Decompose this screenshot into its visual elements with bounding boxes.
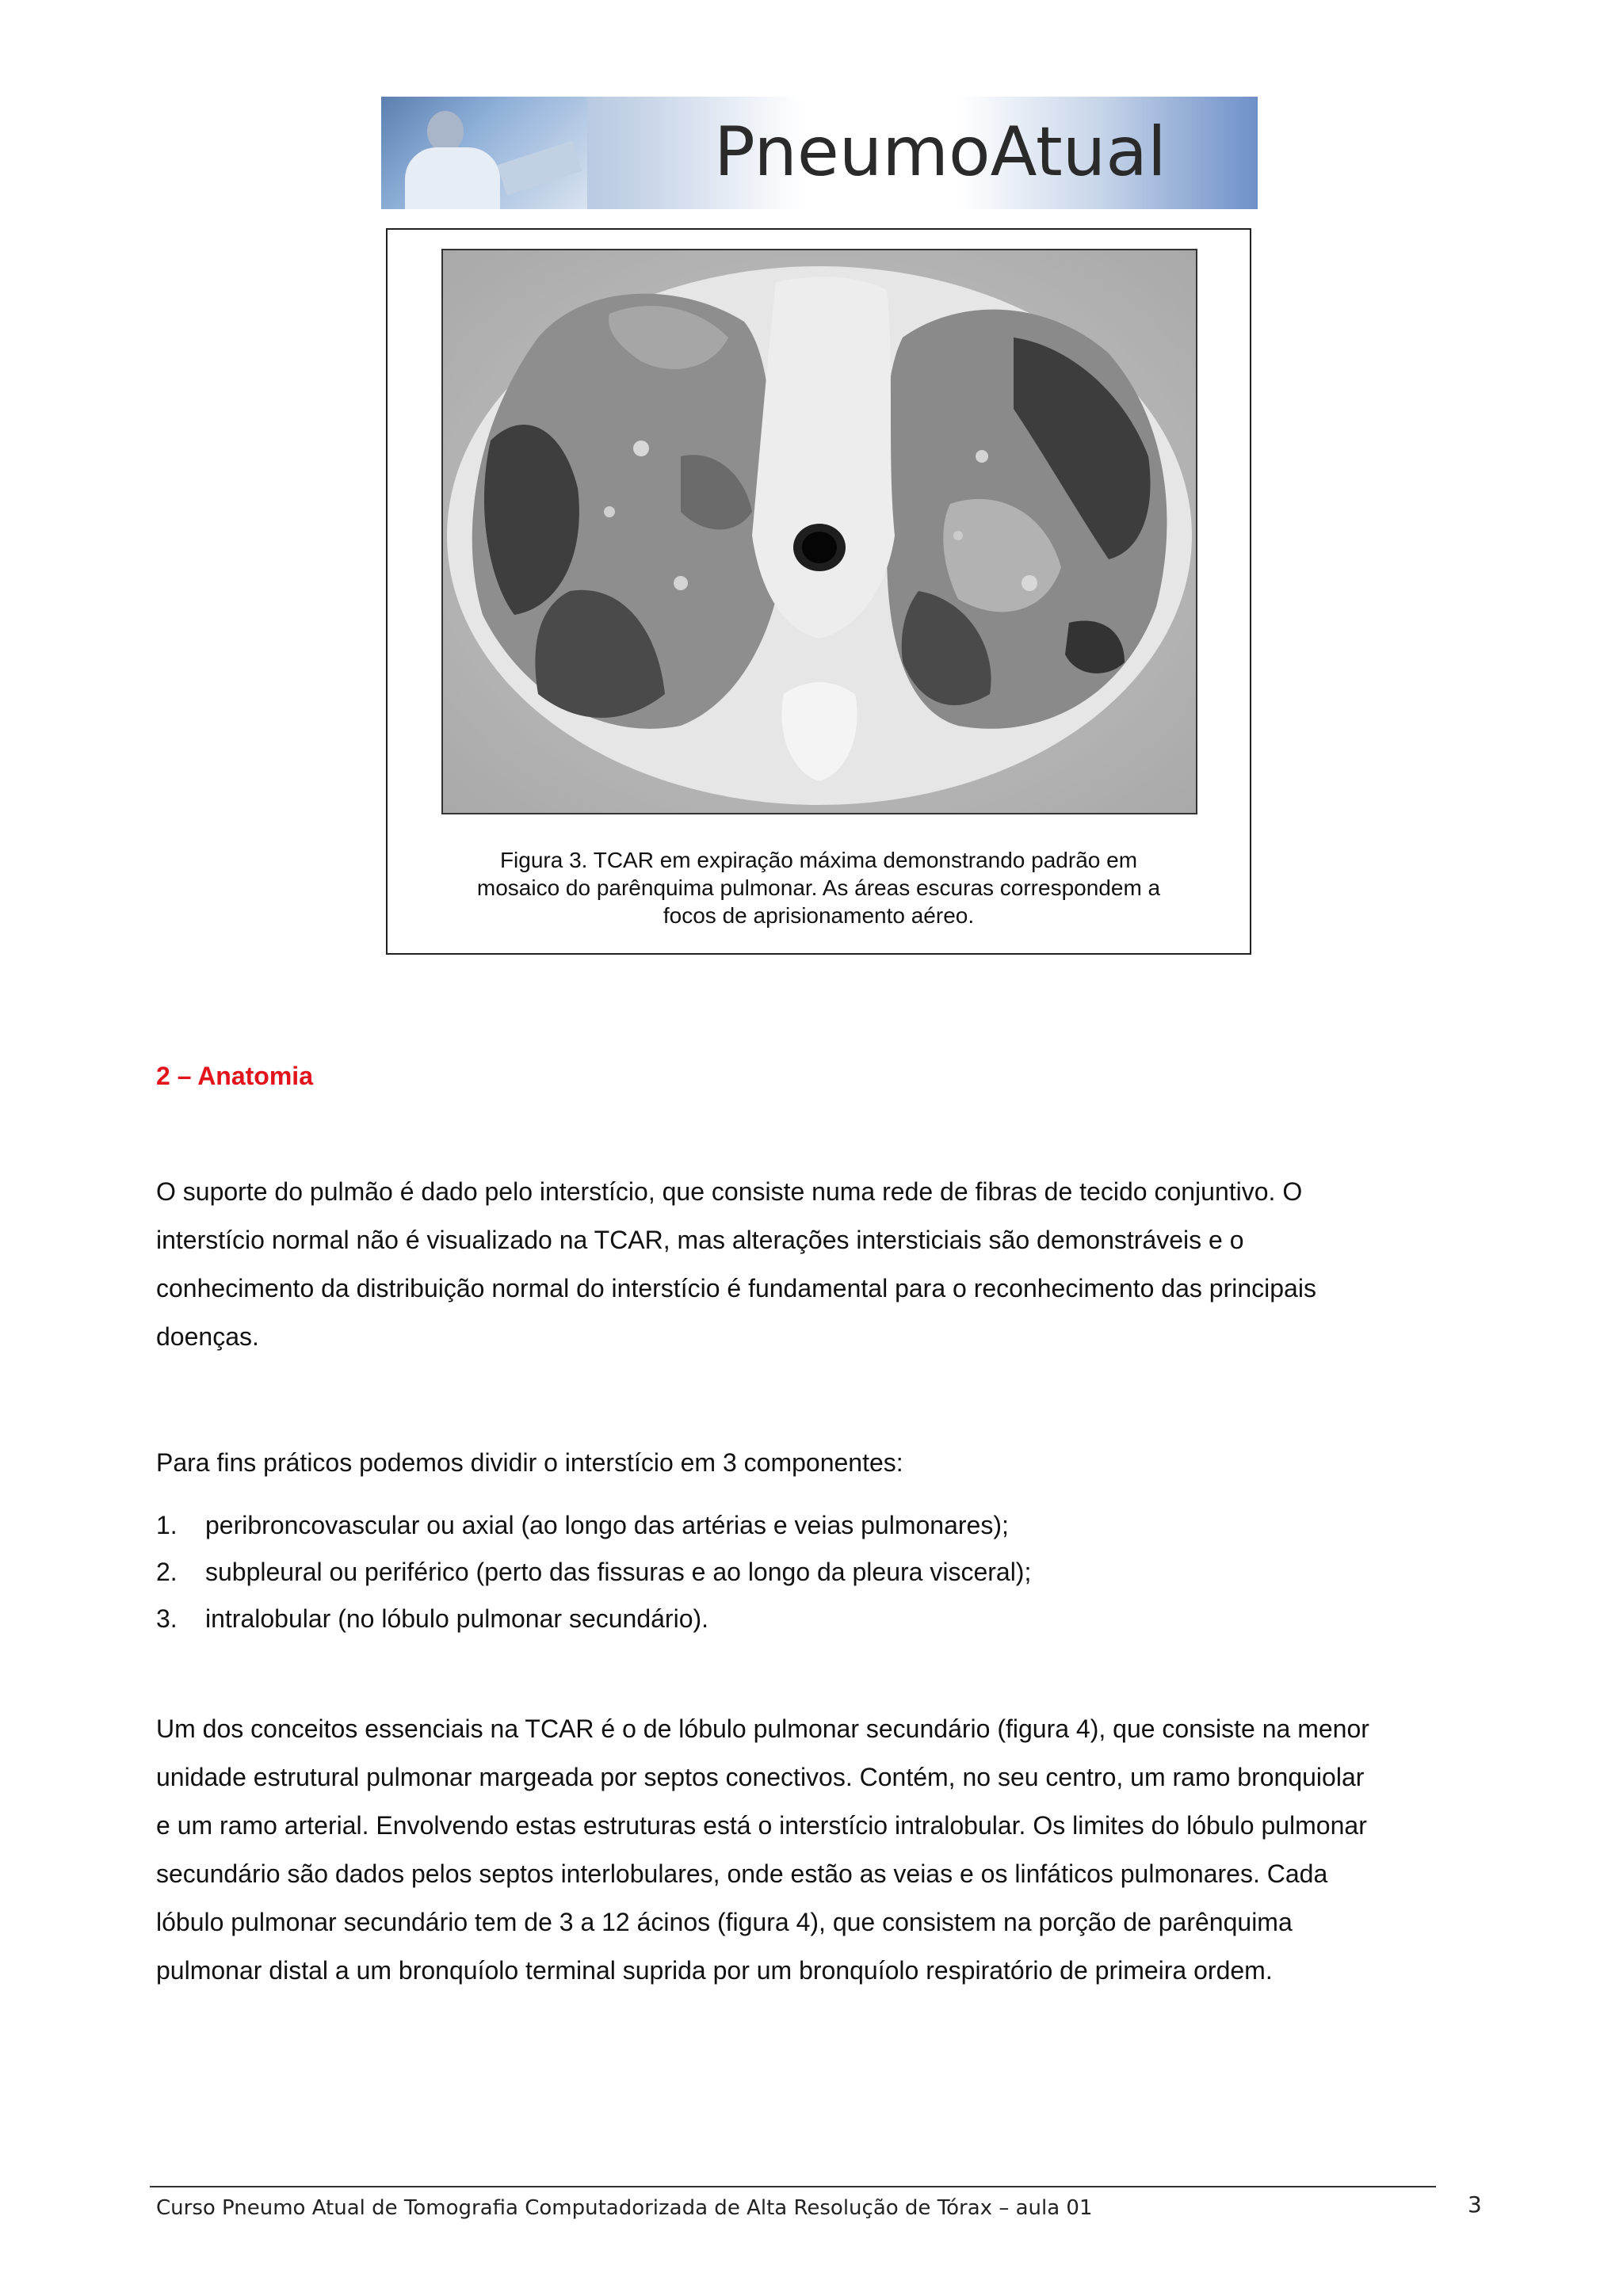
interstitium-components-list	[156, 1502, 1031, 1642]
paragraph-line: pulmonar distal a um bronquíolo terminal suprida por um bronquíolo respiratório de primeira ordem.	[156, 1956, 1273, 1985]
caption-line: focos de aprisionamento aéreo.	[663, 903, 975, 928]
list-item-text: subpleural ou periférico (perto das fissuras e ao longo da pleura visceral);	[205, 1558, 1032, 1586]
paragraph-secondary-lobule	[156, 1705, 1503, 1995]
ct-scan-image	[441, 249, 1197, 814]
footer-text: Curso Pneumo Atual de Tomografia Computadorizada de Alta Resolução de Tórax – aula 01	[156, 2196, 1093, 2220]
pneumoatual-banner	[381, 97, 1258, 209]
paragraph-line: conhecimento da distribuição normal do interstício é fundamental para o reconhecimento das principais	[156, 1274, 1316, 1302]
list-item	[156, 1549, 1031, 1596]
paragraph-line: secundário são dados pelos septos interlobulares, onde estão as veias e os linfáticos pulmonares. Cada	[156, 1859, 1328, 1888]
list-item-number: 2.	[156, 1558, 178, 1586]
list-item-text: peribroncovascular ou axial (ao longo das artérias e veias pulmonares);	[205, 1511, 1009, 1539]
caption-line: Figura 3. TCAR em expiração máxima demonstrando padrão em	[499, 848, 1138, 872]
person-body-graphic	[405, 147, 500, 209]
person-head-graphic	[427, 111, 464, 152]
page-number: 3	[1468, 2191, 1482, 2218]
paragraph-components-intro	[156, 1439, 1503, 1487]
paragraph-line: e um ramo arterial. Envolvendo estas estruturas está o interstício intralobular. Os limites do lóbulo pulmonar	[156, 1811, 1367, 1840]
list-item-number: 3.	[156, 1604, 178, 1633]
paragraph-line: Para fins práticos podemos dividir o interstício em 3 componentes:	[156, 1448, 903, 1477]
figure-3	[386, 228, 1251, 955]
paragraph-line: unidade estrutural pulmonar margeada por septos conectivos. Contém, no seu centro, um ramo bronquiolar	[156, 1763, 1365, 1791]
section-heading: 2 – Anatomia	[156, 1062, 313, 1090]
ct-scan-graphic	[443, 250, 1196, 813]
paragraph-line: interstício normal não é visualizado na TCAR, mas alterações intersticiais são demonstráveis e o	[156, 1226, 1244, 1254]
caption-line: mosaico do parênquima pulmonar. As áreas escuras correspondem a	[476, 875, 1161, 900]
list-item-number: 1.	[156, 1511, 178, 1539]
logo-text: PneumoAtual	[714, 113, 1167, 192]
paragraph-line: doenças.	[156, 1322, 259, 1351]
figure-caption	[419, 846, 1218, 929]
person-arm-graphic	[497, 141, 582, 196]
paragraph-line: lóbulo pulmonar secundário tem de 3 a 12 ácinos (figura 4), que consistem na porção de parênquima	[156, 1908, 1293, 1936]
paragraph-line: Um dos conceitos essenciais na TCAR é o de lóbulo pulmonar secundário (figura 4), que consiste na menor	[156, 1714, 1369, 1743]
banner-photo	[381, 97, 587, 209]
paragraph-interstitium	[156, 1168, 1503, 1361]
list-item-text: intralobular (no lóbulo pulmonar secundário).	[205, 1604, 709, 1633]
footer-rule	[150, 2186, 1436, 2187]
list-item	[156, 1596, 1031, 1642]
list-item	[156, 1502, 1031, 1549]
paragraph-line: O suporte do pulmão é dado pelo interstício, que consiste numa rede de fibras de tecido conjuntivo. O	[156, 1177, 1303, 1206]
